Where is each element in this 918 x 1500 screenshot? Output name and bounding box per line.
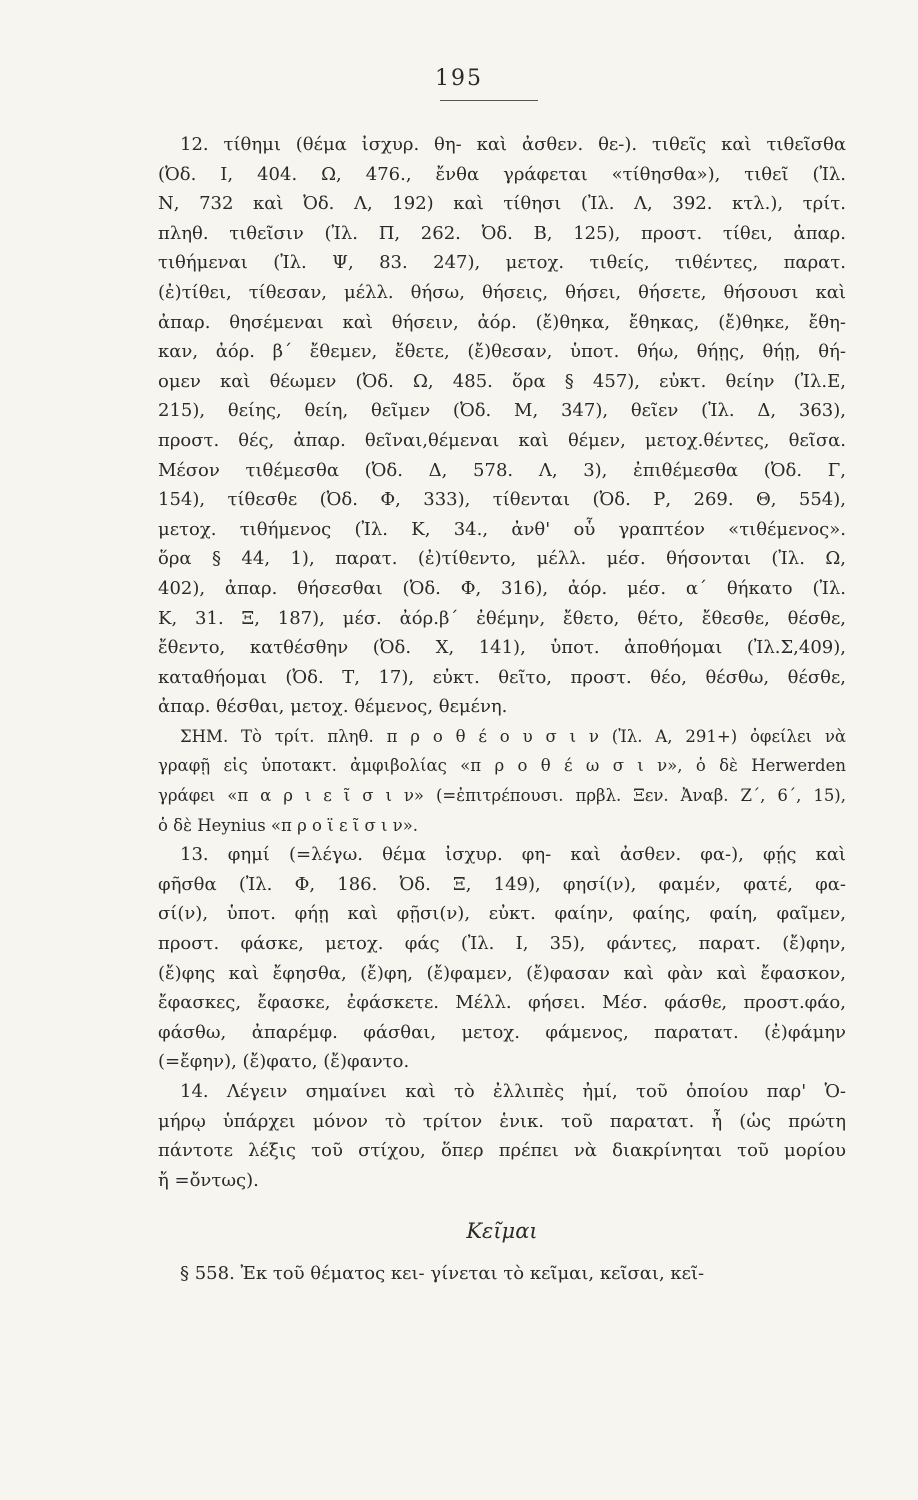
text-line: καν, ἀόρ. β΄ ἔθεμεν, ἔθετε, (ἔ)θεσαν, ὑποτ. θήω, θήῃς, θήῃ, θή- [158, 341, 846, 363]
page-number: 195 [435, 66, 483, 91]
text-line: 215), θείης, θείη, θεῖμεν (Ὀδ. Μ, 347), θεῖεν (Ἰλ. Δ, 363), [158, 400, 846, 422]
text-line: σί(ν), ὑποτ. φήῃ καὶ φῇσι(ν), εὐκτ. φαίην, φαίης, φαίη, φαῖμεν, [158, 903, 846, 925]
paragraph-14 [158, 1077, 846, 1195]
text-line: (ἐ)τίθει, τίθεσαν, μέλλ. θήσω, θήσεις, θήσει, θήσετε, θήσουσι καὶ [158, 281, 846, 303]
text-line: 13. φημί (=λέγω. θέμα ἰσχυρ. φη- καὶ ἀσθεν. φα-), φῄς καὶ [180, 844, 846, 866]
section-heading: Κεῖμαι [466, 1219, 538, 1244]
text-line: ἀπαρ. θησέμεναι καὶ θήσειν, ἀόρ. (ἔ)θηκα, ἔθηκας, (ἔ)θηκε, ἔθη- [158, 311, 846, 333]
text-line: Κ, 31. Ξ, 187), μέσ. ἀόρ.β΄ ἐθέμην, ἔθετο, θέτο, ἔθεσθε, θέσθε, [158, 607, 846, 629]
text-line: πληθ. τιθεῖσιν (Ἰλ. Π, 262. Ὀδ. Β, 125), προστ. τίθει, ἀπαρ. [158, 222, 846, 244]
note-paragraph [158, 722, 846, 840]
text-line: ὅρα § 44, 1), παρατ. (ἐ)τίθεντο, μέλλ. μέσ. θήσονται (Ἰλ. Ω, [158, 548, 846, 570]
text-line: προστ. θές, ἀπαρ. θεῖναι,θέμεναι καὶ θέμεν, μετοχ.θέντες, θεῖσα. [158, 429, 846, 451]
text-line: Μέσον τιθέμεσθα (Ὀδ. Δ, 578. Λ, 3), ἐπιθέμεσθα (Ὀδ. Γ, [158, 459, 846, 481]
text-line: γράφει «π α ρ ι ε ῖ σ ι ν» (=ἐπιτρέπουσι. πρβλ. Ξεν. Ἀναβ. Ζ΄, 6΄, 15), [158, 786, 846, 806]
text-line: ΣΗΜ. Τὸ τρίτ. πληθ. π ρ ο θ έ ο υ σ ι ν (Ἰλ. Α, 291+) ὀφείλει νὰ [180, 726, 846, 746]
text-line: 14. Λέγειν σημαίνει καὶ τὸ ἐλλιπὲς ἠμί, τοῦ ὁποίου παρ' Ὁ- [180, 1081, 846, 1102]
text-line: καταθήομαι (Ὀδ. Τ, 17), εὐκτ. θεῖτο, προστ. θέο, θέσθω, θέσθε, [158, 666, 846, 688]
text-line: φῆσθα (Ἰλ. Φ, 186. Ὀδ. Ξ, 149), φησί(ν), φαμέν, φατέ, φα- [158, 873, 846, 895]
text-line: πάντοτε λέξις τοῦ στίχου, ὅπερ πρέπει νὰ διακρίνηται τοῦ μορίου [158, 1140, 846, 1162]
text-line: 12. τίθημι (θέμα ἰσχυρ. θη- καὶ ἀσθεν. θε-). τιθεῖς καὶ τιθεῖσθα [180, 134, 846, 155]
text-line: φάσθω, ἀπαρέμφ. φάσθαι, μετοχ. φάμενος, παρατατ. (ἐ)φάμην [158, 1021, 846, 1043]
text-line: ἤ =ὄντως). [158, 1169, 259, 1191]
text-line: (=ἔφην), (ἔ)φατο, (ἔ)φαντο. [158, 1051, 410, 1073]
text-line: ομεν καὶ θέωμεν (Ὀδ. Ω, 485. ὅρα § 457), εὐκτ. θείην (Ἰλ.Ε, [158, 370, 846, 392]
text-line: ὁ δὲ Heynius «π ρ ο ϊ ε ῖ σ ι ν». [158, 815, 419, 835]
text-line: (Ὀδ. Ι, 404. Ω, 476., ἔνθα γράφεται «τίθησθα»), τιθεῖ (Ἰλ. [158, 163, 846, 185]
text-line: 402), ἀπαρ. θήσεσθαι (Ὀδ. Φ, 316), ἀόρ. μέσ. α΄ θήκατο (Ἰλ. [158, 577, 846, 599]
text-line: ἔφασκες, ἔφασκε, ἐφάσκετε. Μέλλ. φήσει. Μέσ. φάσθε, προστ.φάο, [158, 992, 846, 1014]
paragraph-13 [158, 840, 846, 1077]
text-line: μήρῳ ὑπάρχει μόνον τὸ τρίτον ἑνικ. τοῦ παρατατ. ἦ (ὡς πρώτη [158, 1110, 846, 1132]
text-line: Ν, 732 καὶ Ὀδ. Λ, 192) καὶ τίθησι (Ἰλ. Λ, 392. κτλ.), τρίτ. [158, 193, 846, 215]
header-rule [440, 100, 538, 101]
text-line: μετοχ. τιθήμενος (Ἰλ. Κ, 34., ἀνθ' οὗ γραπτέον «τιθέμενος». [158, 518, 846, 540]
text-line: γραφῇ εἰς ὑποτακτ. ἀμφιβολίας «π ρ ο θ έ ω σ ι ν», ὁ δὲ Herwerden [158, 756, 846, 776]
final-line: § 558. Ἐκ τοῦ θέματος κει- γίνεται τὸ κεῖμαι, κεῖσαι, κεῖ- [180, 1263, 705, 1285]
text-line: προστ. φάσκε, μετοχ. φάς (Ἰλ. Ι, 35), φάντες, παρατ. (ἔ)φην, [158, 933, 846, 955]
page-body [158, 130, 846, 1289]
text-line: 154), τίθεσθε (Ὀδ. Φ, 333), τίθενται (Ὀδ. Ρ, 269. Θ, 554), [158, 489, 846, 511]
paragraph-12 [158, 130, 846, 722]
text-line: ἔθεντο, κατθέσθην (Ὀδ. Χ, 141), ὑποτ. ἀποθήομαι (Ἰλ.Σ,409), [158, 637, 846, 659]
text-line: (ἔ)φης καὶ ἔφησθα, (ἔ)φη, (ἔ)φαμεν, (ἔ)φασαν καὶ φὰν καὶ ἔφασκον, [158, 962, 846, 984]
text-line: τιθήμεναι (Ἰλ. Ψ, 83. 247), μετοχ. τιθείς, τιθέντες, παρατ. [158, 252, 846, 274]
text-line: ἀπαρ. θέσθαι, μετοχ. θέμενος, θεμένη. [158, 696, 508, 718]
